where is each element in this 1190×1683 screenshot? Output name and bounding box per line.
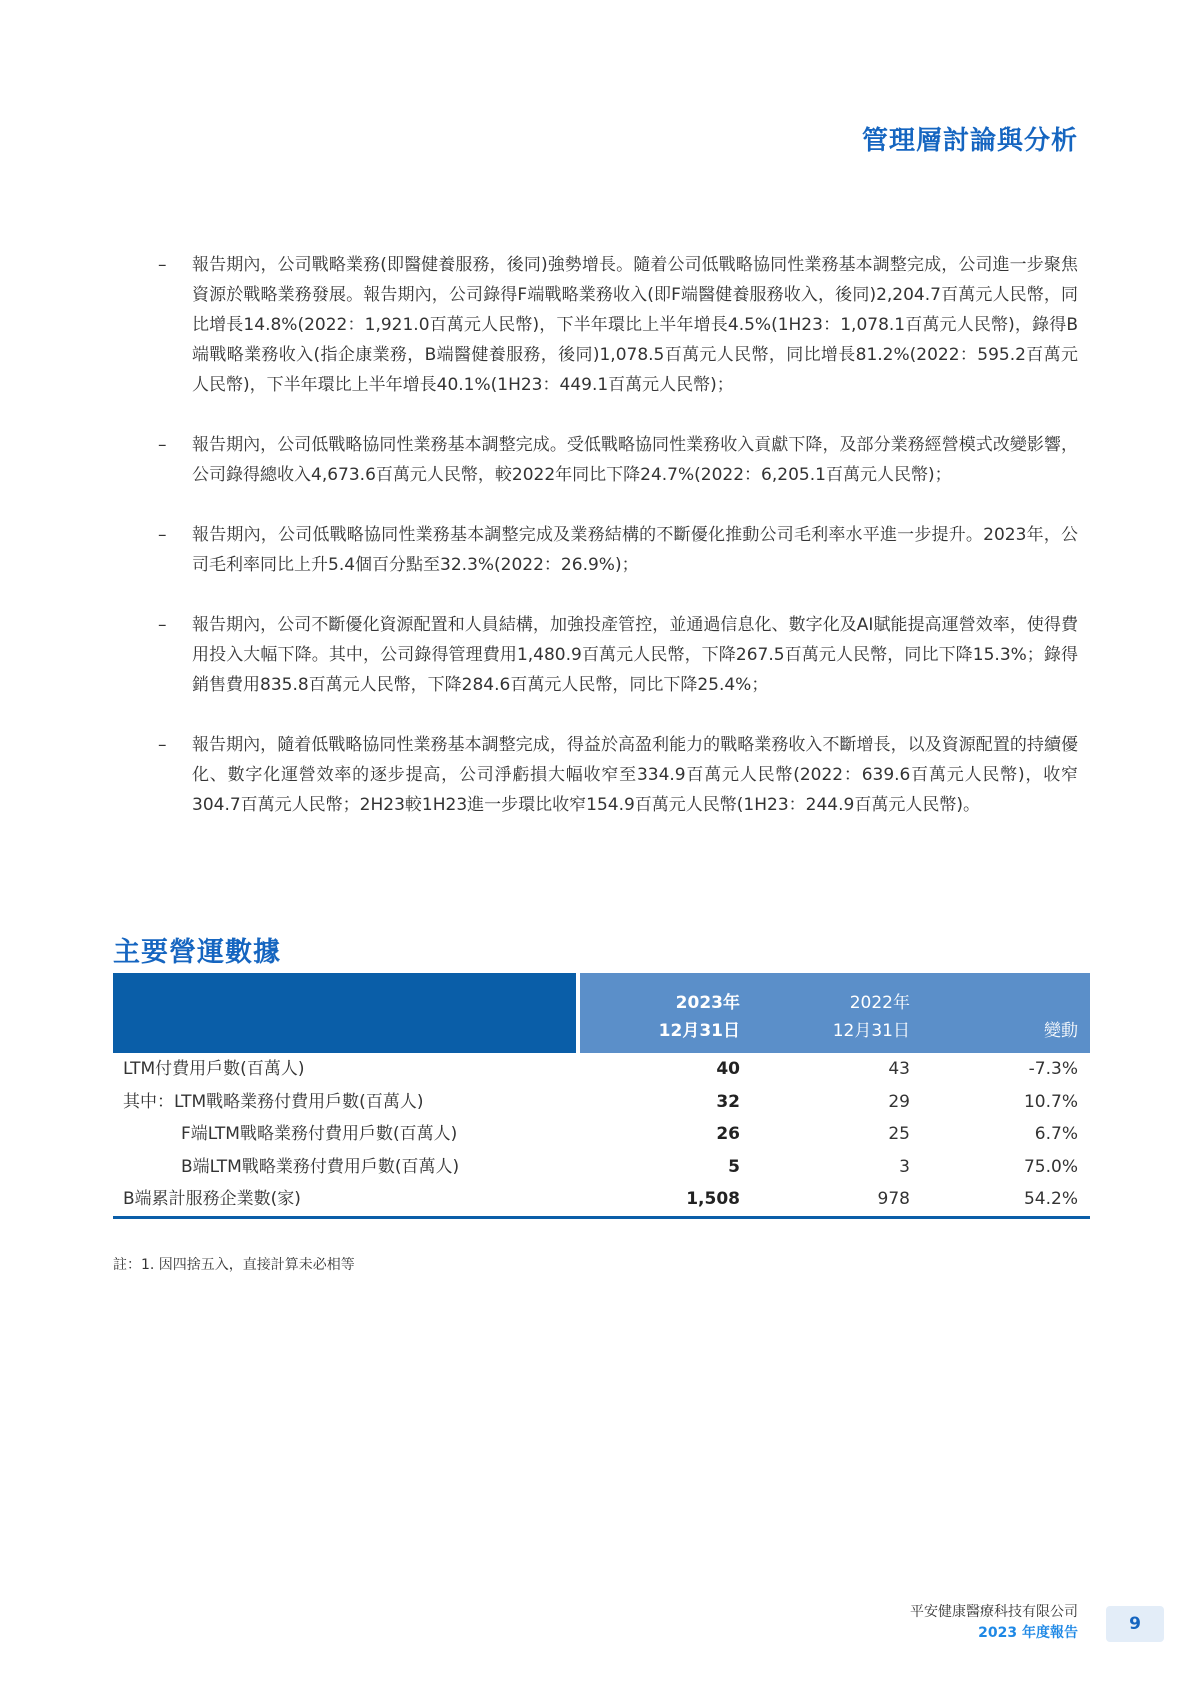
table-row: [113, 1086, 1090, 1119]
row-change: 75.0%: [1023, 1156, 1078, 1177]
row-value-2023: 1,508: [580, 1183, 750, 1217]
footer-report-title: 2023 年度報告: [978, 1625, 1078, 1641]
bullet-list: [158, 250, 1078, 850]
row-change: 54.2%: [920, 1183, 1090, 1217]
row-label: B端累計服務企業數(家): [113, 1183, 576, 1217]
header-2023-date: 12月31日: [658, 1021, 740, 1041]
bullet-item: [158, 250, 1078, 400]
bullet-text: 報告期內，公司低戰略協同性業務基本調整完成。受低戰略協同性業務收入貢獻下降，及部分業務經營模式改變影響，公司錄得總收入4,673.6百萬元人民幣，較2022年同比下降24.7%(2022：6,205.1百萬元人民幣)；: [192, 435, 1078, 485]
row-value-2023: 32: [716, 1091, 740, 1112]
table-row: [113, 1118, 1090, 1151]
row-value-2022: 25: [888, 1124, 910, 1144]
table-header-row: [113, 973, 1090, 1053]
row-value-2022: 29: [888, 1091, 910, 1112]
row-change: 6.7%: [1034, 1124, 1078, 1144]
row-label: B端LTM戰略業務付費用戶數(百萬人): [181, 1156, 460, 1177]
header-2022-year: 2022年: [849, 993, 910, 1013]
bullet-dash: –: [158, 615, 167, 635]
bullet-dash: –: [158, 735, 167, 755]
header-2022: [750, 973, 920, 1053]
bullet-dash: –: [158, 525, 167, 545]
row-label: F端LTM戰略業務付費用戶數(百萬人): [181, 1124, 458, 1144]
page-number: 9: [1129, 1614, 1141, 1634]
bullet-dash: –: [158, 255, 167, 275]
section-title: 主要營運數據: [113, 937, 281, 968]
page-header-title: 管理層討論與分析: [861, 126, 1078, 156]
table-row: [113, 1151, 1090, 1184]
row-change: -7.3%: [1028, 1059, 1078, 1079]
operating-data-table: [113, 973, 1090, 1219]
bullet-item: [158, 520, 1078, 580]
bullet-text: 報告期內，公司低戰略協同性業務基本調整完成及業務結構的不斷優化推動公司毛利率水平進一步提升。2023年，公司毛利率同比上升5.4個百分點至32.3%(2022：26.9%)；: [192, 525, 1078, 575]
header-2023-year: 2023年: [675, 993, 740, 1013]
row-value-2022: 3: [899, 1156, 910, 1177]
bullet-item: [158, 610, 1078, 700]
row-value-2023: 40: [716, 1059, 740, 1079]
table-row: [113, 1053, 1090, 1086]
header-2022-date: 12月31日: [832, 1021, 910, 1041]
header-2023: [580, 973, 750, 1053]
row-value-2023: 26: [716, 1124, 740, 1144]
header-label-cell: [113, 973, 576, 1053]
table-footnote: 註：1. 因四捨五入，直接計算未必相等: [113, 1257, 355, 1273]
bullet-text: 報告期內，公司不斷優化資源配置和人員結構，加強投產管控，並通過信息化、數字化及AI賦能提高運營效率，使得費用投入大幅下降。其中，公司錄得管理費用1,480.9百萬元人民幣，下降267.5百萬元人民幣，同比下降15.3%；錄得銷售費用835.8百萬元人民幣，下降284.6百萬元人民幣，同比下降25.4%；: [192, 615, 1078, 695]
bullet-text: 報告期內，隨着低戰略協同性業務基本調整完成，得益於高盈利能力的戰略業務收入不斷增長，以及資源配置的持續優化、數字化運營效率的逐步提高，公司淨虧損大幅收窄至334.9百萬元人民幣(2022：639.6百萬元人民幣)，收窄304.7百萬元人民幣；2H23較1H23進一步環比收窄154.9百萬元人民幣(1H23：244.9百萬元人民幣)。: [192, 735, 1078, 815]
bullet-item: [158, 430, 1078, 490]
table-row: [113, 1183, 1090, 1217]
row-label: LTM付費用戶數(百萬人): [123, 1059, 305, 1079]
row-value-2022: 43: [888, 1059, 910, 1079]
bullet-item: [158, 730, 1078, 820]
bullet-text: 報告期內，公司戰略業務(即醫健養服務，後同)強勢增長。隨着公司低戰略協同性業務基本調整完成，公司進一步聚焦資源於戰略業務發展。報告期內，公司錄得F端戰略業務收入(即F端醫健養服務收入，後同)2,204.7百萬元人民幣，同比增長14.8%(2022：1,921.0百萬元人民幣)，下半年環比上半年增長4.5%(1H23：1,078.1百萬元人民幣)，錄得B端戰略業務收入(指企康業務，B端醫健養服務，後同)1,078.5百萬元人民幣，同比增長81.2%(2022：595.2百萬元人民幣)，下半年環比上半年增長40.1%(1H23：449.1百萬元人民幣)；: [192, 255, 1078, 395]
row-label: 其中：LTM戰略業務付費用戶數(百萬人): [123, 1091, 424, 1112]
row-change: 10.7%: [1023, 1091, 1078, 1112]
header-change-label: 變動: [1044, 1021, 1078, 1041]
row-value-2022: 978: [750, 1183, 920, 1217]
footer-company-name: 平安健康醫療科技有限公司: [910, 1604, 1078, 1620]
row-value-2023: 5: [728, 1156, 740, 1177]
header-change: [920, 973, 1090, 1053]
bullet-dash: –: [158, 435, 167, 455]
